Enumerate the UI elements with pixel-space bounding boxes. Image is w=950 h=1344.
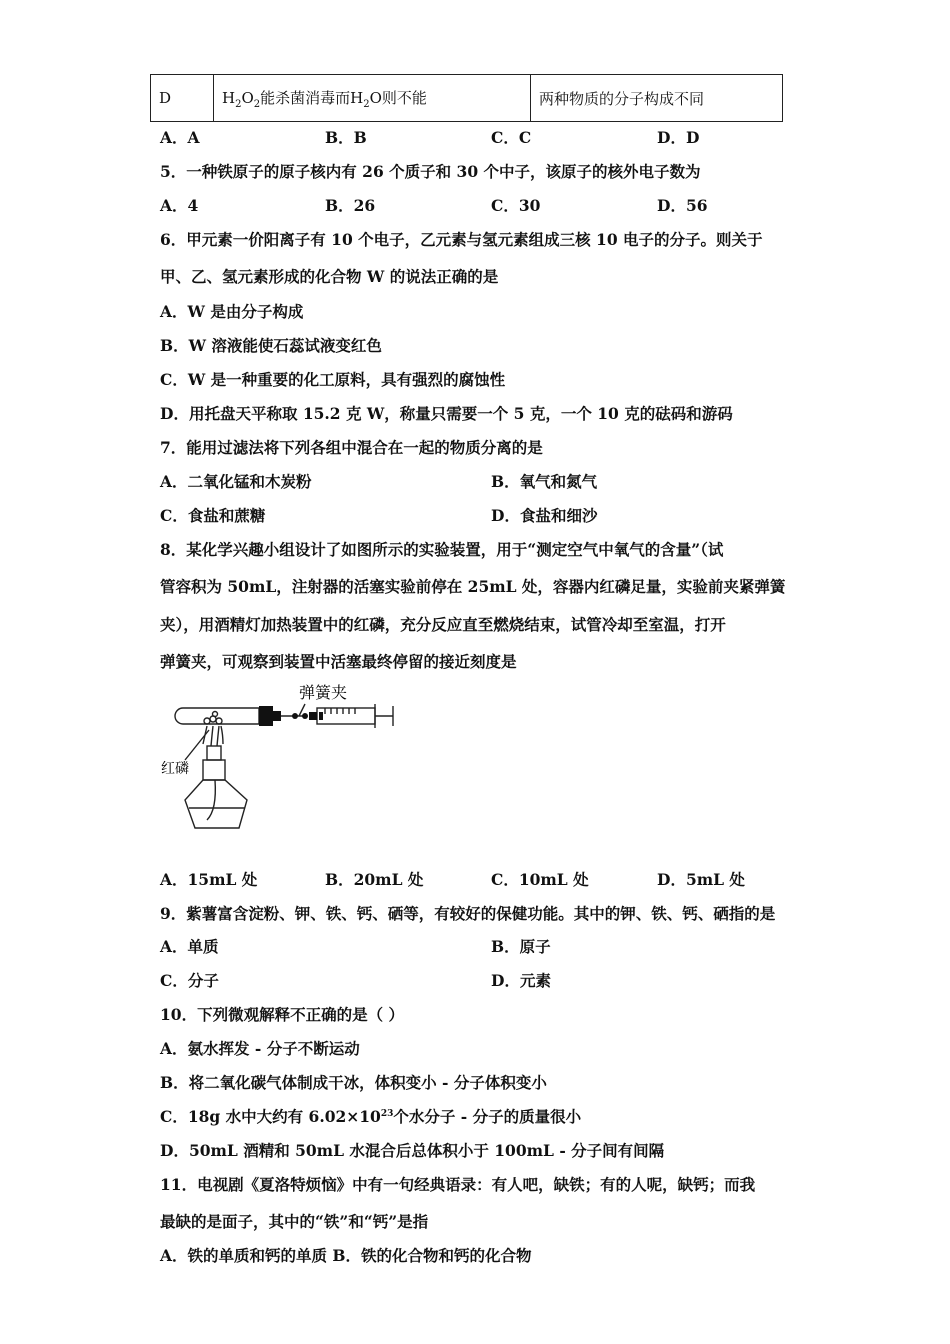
- q5-stem: 5．一种铁原子的原子核内有 26 个质子和 30 个中子，该原子的核外电子数为: [160, 162, 701, 181]
- q5-option-d: D．56: [657, 196, 708, 215]
- q6-option-b: B．W 溶液能使石蕊试液变红色: [160, 336, 382, 355]
- table-cell-statement: $H_2O_2$能杀菌消毒而$H_2O$则不能: [214, 75, 531, 122]
- spring-clip-joint: [302, 713, 308, 719]
- q8-stem-line4: 弹簧夹，可观察到装置中活塞最终停留的接近刻度是: [160, 652, 517, 671]
- q10-option-c: C．18g 水中大约有 $6.02\times 10^{23}$个水分子 - 分子的质量很小: [160, 1107, 582, 1126]
- phosphorus-blob: [204, 718, 210, 724]
- q6-stem-line1: 6．甲元素一价阳离子有 10 个电子，乙元素与氢元素组成三核 10 电子的分子。则关于: [160, 230, 763, 249]
- rubber-stopper: [259, 706, 273, 726]
- q7-option-c: C．食盐和蔗糖: [160, 506, 266, 525]
- q5-option-a: A．4: [160, 196, 199, 215]
- q8-option-d: D．5mL 处: [657, 870, 745, 889]
- q8-option-c: C．10mL 处: [491, 870, 589, 889]
- flame: [203, 726, 223, 746]
- q8-stem-line3: 夹），用酒精灯加热装置中的红磷，充分反应直至燃烧结束，试管冷却至室温，打开: [160, 615, 726, 634]
- answer-table: [150, 74, 783, 122]
- q11-options-line: A．铁的单质和钙的单质 B．铁的化合物和钙的化合物: [160, 1246, 532, 1265]
- q6-option-a: A．W 是由分子构成: [160, 302, 304, 321]
- q9-option-a: A．单质: [160, 937, 219, 956]
- q4-option-d: D．D: [657, 128, 700, 147]
- syringe-scale: [325, 708, 355, 714]
- q9-stem: 9．紫薯富含淀粉、钾、铁、钙、硒等，有较好的保健功能。其中的钾、铁、钙、硒指的是: [160, 904, 776, 923]
- q6-option-d: D．用托盘天平称取 15.2 克 W，称量只需要一个 5 克，一个 10 克的砝码和游码: [160, 404, 733, 423]
- q11-stem-line1: 11．电视剧《夏洛特烦恼》中有一句经典语录：有人吧，缺铁；有的人呢，缺钙；而我: [160, 1175, 756, 1194]
- phosphorus-blob: [213, 712, 218, 717]
- q8-option-b: B．20mL 处: [325, 870, 424, 889]
- q10-stem: 10．下列微观解释不正确的是（ ）: [160, 1005, 404, 1024]
- q4-option-a: A．A: [160, 128, 200, 147]
- q11-stem-line2: 最缺的是面子，其中的“铁”和“钙”是指: [160, 1212, 429, 1231]
- q10-option-d: D．50mL 酒精和 50mL 水混合后总体积小于 100mL - 分子间有间隔: [160, 1141, 665, 1160]
- q8-stem-line2: 管容积为 50mL，注射器的活塞实验前停在 25mL 处，容器内红磷足量，实验前夹紧弹簧: [160, 577, 786, 596]
- table-row: [151, 75, 783, 122]
- q7-stem: 7．能用过滤法将下列各组中混合在一起的物质分离的是: [160, 438, 543, 457]
- stopper-tail: [273, 711, 281, 721]
- clip-label: 弹簧夹: [299, 685, 348, 702]
- label-pointer: [185, 730, 209, 760]
- table-cell-reason: 两种物质的分子构成不同: [531, 75, 783, 122]
- q4-option-c: C．C: [491, 128, 532, 147]
- q6-stem-line2: 甲、乙、氢元素形成的化合物 W 的说法正确的是: [160, 267, 499, 286]
- lamp-wick-line: [207, 780, 215, 820]
- phosphorus-label: 红磷: [161, 760, 189, 776]
- q5-option-b: B．26: [325, 196, 376, 215]
- q7-option-d: D．食盐和细沙: [491, 506, 598, 525]
- q6-option-c: C．W 是一种重要的化工原料，具有强烈的腐蚀性: [160, 370, 506, 389]
- q9-option-d: D．元素: [491, 971, 551, 990]
- lamp-wick: [207, 746, 221, 760]
- syringe-tip: [309, 712, 317, 720]
- table-cell-letter: D: [151, 75, 214, 122]
- syringe-piston: [319, 712, 323, 720]
- spring-clip: [292, 713, 298, 719]
- q8-stem-line1: 8．某化学兴趣小组设计了如图所示的实验装置，用于“测定空气中氧气的含量”（试: [160, 540, 724, 559]
- q8-apparatus-figure: [155, 680, 405, 840]
- syringe-barrel: [317, 708, 375, 724]
- q10-option-b: B．将二氧化碳气体制成干冰，体积变小 - 分子体积变小: [160, 1073, 547, 1092]
- q8-option-a: A．15mL 处: [160, 870, 258, 889]
- lamp-neck: [203, 760, 225, 780]
- phosphorus-blob: [216, 718, 222, 724]
- q5-option-c: C．30: [491, 196, 541, 215]
- q7-option-b: B．氧气和氮气: [491, 472, 598, 491]
- q7-option-a: A．二氧化锰和木炭粉: [160, 472, 312, 491]
- q9-option-c: C．分子: [160, 971, 219, 990]
- q10-option-a: A．氨水挥发 - 分子不断运动: [160, 1039, 360, 1058]
- q4-option-b: B．B: [325, 128, 367, 147]
- q9-option-b: B．原子: [491, 937, 551, 956]
